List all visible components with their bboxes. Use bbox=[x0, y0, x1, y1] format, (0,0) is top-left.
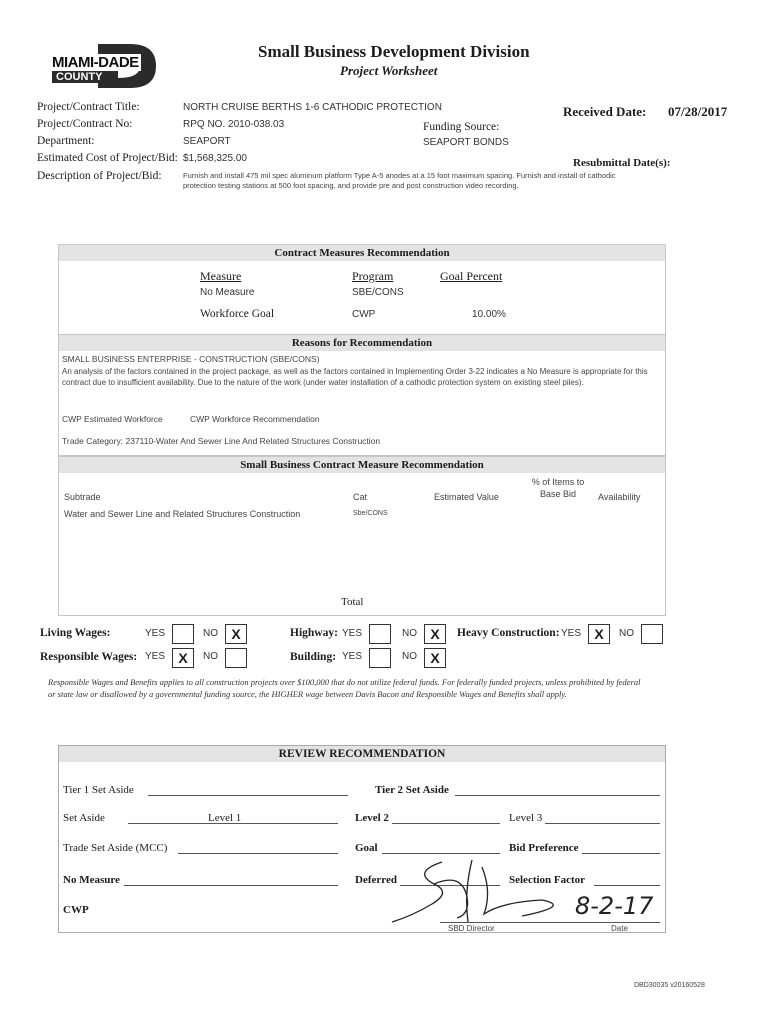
total-label: Total bbox=[341, 596, 364, 608]
building-yes-box[interactable] bbox=[369, 648, 391, 668]
measure-value: No Measure bbox=[200, 287, 255, 298]
living-wages-label: Living Wages: bbox=[40, 627, 111, 639]
tier1-label: Tier 1 Set Aside bbox=[63, 784, 134, 796]
col-cat: Cat bbox=[353, 492, 368, 502]
no-measure-label: No Measure bbox=[63, 874, 120, 886]
level1-label: Level 1 bbox=[208, 812, 242, 824]
program-header: Program bbox=[352, 269, 394, 283]
highway-label: Highway: bbox=[290, 627, 338, 639]
logo-line1: MIAMI-DADE bbox=[52, 54, 139, 71]
description-value: Furnish and install 475 mil spec aluminum platform Type A-5 anodes at a 15 foot maximum spacing. Furnish and install of cathodic protection testing stations at 500 foot spacing, and provide pre and post construction video recording. bbox=[183, 171, 616, 190]
level2-line[interactable] bbox=[392, 823, 500, 824]
level3-line[interactable] bbox=[545, 823, 660, 824]
heavy-yes: YES bbox=[561, 628, 582, 639]
logo-line2: COUNTY bbox=[52, 71, 106, 83]
subtrade-value: Water and Sewer Line and Related Structures Construction bbox=[64, 509, 301, 519]
project-title-value: NORTH CRUISE BERTHS 1-6 CATHODIC PROTECTION bbox=[183, 102, 442, 113]
responsible-no: NO bbox=[203, 651, 218, 662]
tier1-line[interactable] bbox=[148, 795, 348, 796]
received-date-value: 07/28/2017 bbox=[668, 104, 728, 119]
set-aside-label: Set Aside bbox=[63, 812, 105, 824]
resubmittal-date-label: Resubmittal Date(s): bbox=[573, 157, 671, 169]
highway-no: NO bbox=[402, 628, 417, 639]
date-label: Date bbox=[611, 924, 628, 933]
bid-preference-line[interactable] bbox=[582, 853, 660, 854]
responsible-no-box[interactable] bbox=[225, 648, 247, 668]
cwp-workforce-recommendation: CWP Workforce Recommendation bbox=[190, 414, 320, 424]
cwp-label: CWP bbox=[63, 904, 89, 916]
measure-header: Measure bbox=[200, 269, 242, 283]
col-subtrade: Subtrade bbox=[64, 492, 101, 502]
living-yes: YES bbox=[145, 628, 166, 639]
responsible-yes-box[interactable]: X bbox=[172, 648, 194, 668]
workforce-goal-label: Workforce Goal bbox=[200, 308, 275, 320]
building-label: Building: bbox=[290, 651, 337, 663]
deferred-label: Deferred bbox=[355, 874, 397, 886]
col-availability: Availability bbox=[598, 492, 641, 502]
living-no: NO bbox=[203, 628, 218, 639]
description-label: Description of Project/Bid: bbox=[37, 170, 162, 182]
page-title: Small Business Development Division bbox=[258, 42, 530, 61]
trade-set-aside-label: Trade Set Aside (MCC) bbox=[63, 842, 168, 854]
director-signature-icon bbox=[372, 852, 572, 932]
responsible-yes: YES bbox=[145, 651, 166, 662]
goal-percent-header: Goal Percent bbox=[440, 269, 503, 283]
review-title: REVIEW RECOMMENDATION bbox=[59, 746, 665, 762]
estimated-cost-value: $1,568,325.00 bbox=[183, 153, 247, 164]
cat-value: Sbe/CONS bbox=[353, 510, 388, 517]
no-measure-line[interactable] bbox=[124, 885, 338, 886]
level2-label: Level 2 bbox=[355, 812, 389, 824]
department-value: SEAPORT bbox=[183, 136, 231, 147]
trade-category: Trade Category: 237110-Water And Sewer Line And Related Structures Construction bbox=[62, 436, 381, 446]
cwp-estimated-workforce: CWP Estimated Workforce bbox=[62, 414, 163, 424]
living-no-box[interactable]: X bbox=[225, 624, 247, 644]
level3-label: Level 3 bbox=[509, 812, 543, 824]
bid-preference-label: Bid Preference bbox=[509, 842, 579, 854]
contract-measures-title: Contract Measures Recommendation bbox=[59, 245, 665, 261]
wages-note: Responsible Wages and Benefits applies to all construction projects over $100,000 that do not utilize federal funds. For federally funded projects, unless prohibited by federal or state law or disallowed by a governmental funding source, the HIGHER wage between Davis Bacon and Responsible Wages and Benefits shall apply. bbox=[48, 677, 641, 699]
funding-source-label: Funding Source: bbox=[423, 121, 500, 133]
trade-set-aside-line[interactable] bbox=[178, 853, 338, 854]
project-no-label: Project/Contract No: bbox=[37, 118, 133, 130]
project-no-value: RPQ NO. 2010-038.03 bbox=[183, 119, 285, 130]
reasons-heading: SMALL BUSINESS ENTERPRISE - CONSTRUCTION (SBE/CONS) bbox=[62, 354, 320, 364]
workforce-goal-value: 10.00% bbox=[472, 309, 506, 320]
signed-date-value: 8-2-17 bbox=[575, 892, 654, 920]
col-pct-items: % of Items to Base Bid bbox=[531, 477, 585, 499]
reasons-text: An analysis of the factors contained in the project package, as well as the factors contained in Implementing Order 3-22 indicates a No Measure is appropriate for this contract due to insufficient availability. Due to the nature of the work (under water installation of a cathodic protection system on existing steel piles). bbox=[62, 367, 648, 387]
project-title-label: Project/Contract Title: bbox=[37, 101, 140, 113]
selection-factor-line[interactable] bbox=[594, 885, 660, 886]
tier2-label: Tier 2 Set Aside bbox=[375, 784, 449, 796]
date-line[interactable] bbox=[588, 922, 660, 923]
estimated-cost-label: Estimated Cost of Project/Bid: bbox=[37, 152, 178, 164]
heavy-construction-label: Heavy Construction: bbox=[457, 627, 560, 639]
building-yes: YES bbox=[342, 651, 363, 662]
heavy-no-box[interactable] bbox=[641, 624, 663, 644]
tier2-line[interactable] bbox=[455, 795, 660, 796]
selection-factor-label: Selection Factor bbox=[509, 874, 586, 886]
goal-label: Goal bbox=[355, 842, 378, 854]
highway-yes: YES bbox=[342, 628, 363, 639]
funding-source-value: SEAPORT BONDS bbox=[423, 137, 509, 148]
workforce-program: CWP bbox=[352, 309, 376, 320]
living-yes-box[interactable] bbox=[172, 624, 194, 644]
director-label: SBD Director bbox=[448, 924, 495, 933]
col-estimated-value: Estimated Value bbox=[434, 492, 499, 502]
heavy-no: NO bbox=[619, 628, 634, 639]
director-signature-line[interactable] bbox=[440, 922, 588, 923]
miami-dade-logo bbox=[48, 44, 156, 88]
reasons-title: Reasons for Recommendation bbox=[59, 335, 665, 351]
received-date-label: Received Date: bbox=[563, 104, 647, 119]
heavy-yes-box[interactable]: X bbox=[588, 624, 610, 644]
highway-yes-box[interactable] bbox=[369, 624, 391, 644]
small-business-title: Small Business Contract Measure Recommendation bbox=[59, 457, 665, 473]
department-label: Department: bbox=[37, 135, 95, 147]
page-subtitle: Project Worksheet bbox=[340, 63, 438, 78]
responsible-wages-label: Responsible Wages: bbox=[40, 651, 138, 663]
program-value: SBE/CONS bbox=[352, 287, 404, 298]
form-code: DBD30035 v20160528 bbox=[634, 982, 705, 989]
building-no-box[interactable]: X bbox=[424, 648, 446, 668]
highway-no-box[interactable]: X bbox=[424, 624, 446, 644]
building-no: NO bbox=[402, 651, 417, 662]
